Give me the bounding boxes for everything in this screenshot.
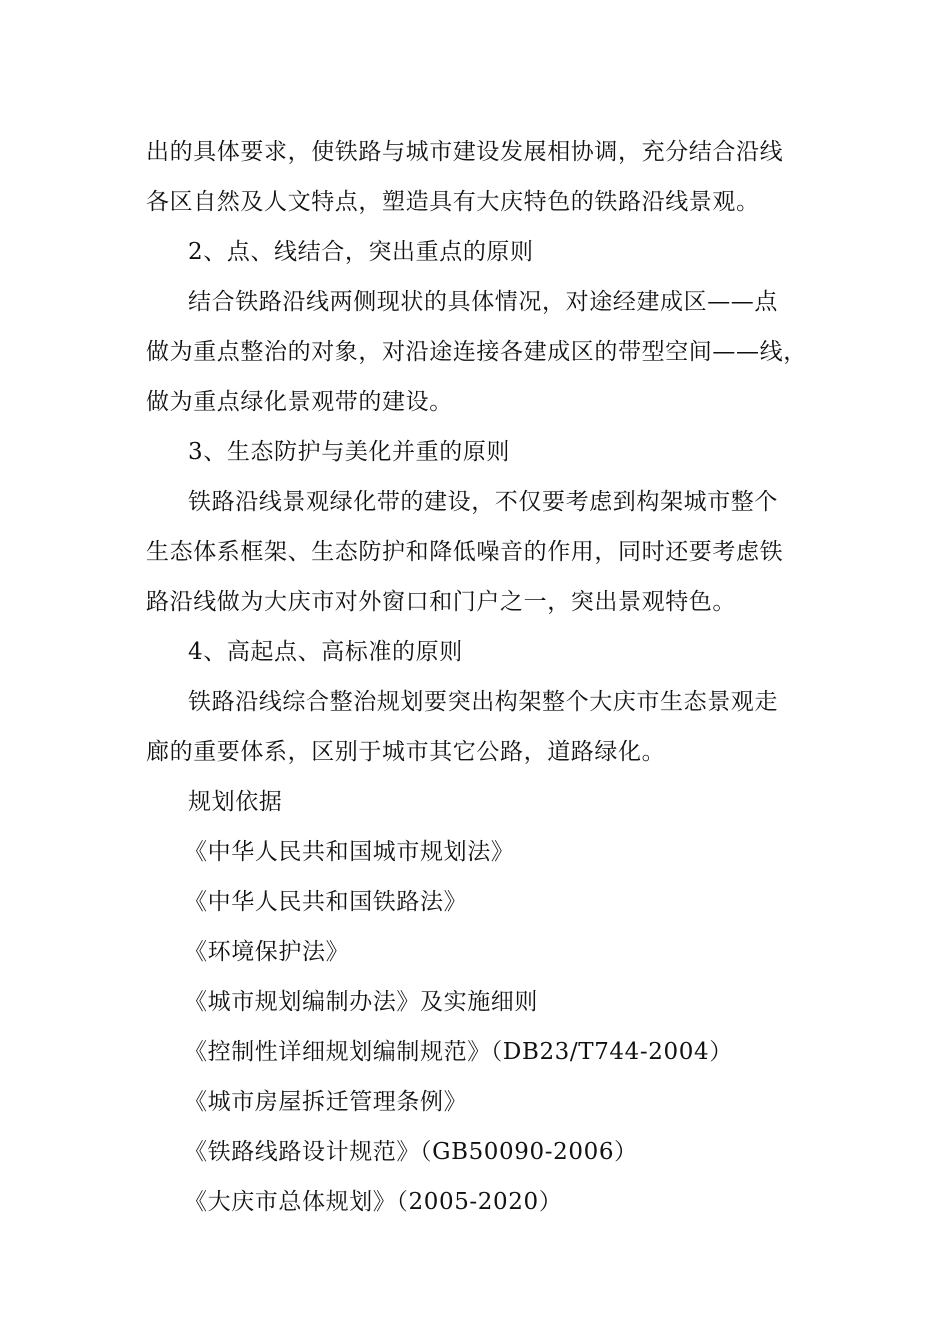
body-text-line: 结合铁路沿线两侧现状的具体情况，对途经建成区——点	[188, 289, 778, 315]
reference-item: 《城市房屋拆迁管理条例》	[184, 1089, 468, 1115]
reference-item: 《控制性详细规划编制规范》（DB23/T744-2004）	[184, 1039, 733, 1065]
body-text-line: 做为重点绿化景观带的建设。	[146, 389, 453, 415]
body-text-line: 生态体系框架、生态防护和降低噪音的作用，同时还要考虑铁	[146, 539, 784, 565]
section-heading: 4、高起点、高标准的原则	[188, 639, 463, 665]
section-heading: 3、生态防护与美化并重的原则	[188, 439, 511, 465]
reference-item: 《中华人民共和国城市规划法》	[184, 839, 515, 865]
section-heading: 2、点、线结合，突出重点的原则	[188, 239, 534, 265]
body-text-line: 出的具体要求，使铁路与城市建设发展相协调，充分结合沿线	[146, 139, 784, 165]
reference-item: 《铁路线路设计规范》（GB50090-2006）	[184, 1139, 638, 1165]
reference-item: 《环境保护法》	[184, 939, 350, 965]
reference-item: 《中华人民共和国铁路法》	[184, 889, 468, 915]
body-text-line: 各区自然及人文特点，塑造具有大庆特色的铁路沿线景观。	[146, 189, 760, 215]
body-text-line: 廊的重要体系，区别于城市其它公路，道路绿化。	[146, 739, 666, 765]
body-text-line: 路沿线做为大庆市对外窗口和门户之一，突出景观特色。	[146, 589, 736, 615]
reference-item: 《大庆市总体规划》（2005-2020）	[184, 1189, 563, 1215]
reference-item: 《城市规划编制办法》及实施细则	[184, 989, 538, 1015]
body-text-line: 铁路沿线综合整治规划要突出构架整个大庆市生态景观走	[188, 689, 778, 715]
body-text-line: 铁路沿线景观绿化带的建设，不仅要考虑到构架城市整个	[188, 489, 778, 515]
section-heading: 规划依据	[188, 789, 283, 815]
body-text-line: 做为重点整治的对象，对沿途连接各建成区的带型空间——线，	[146, 339, 807, 365]
